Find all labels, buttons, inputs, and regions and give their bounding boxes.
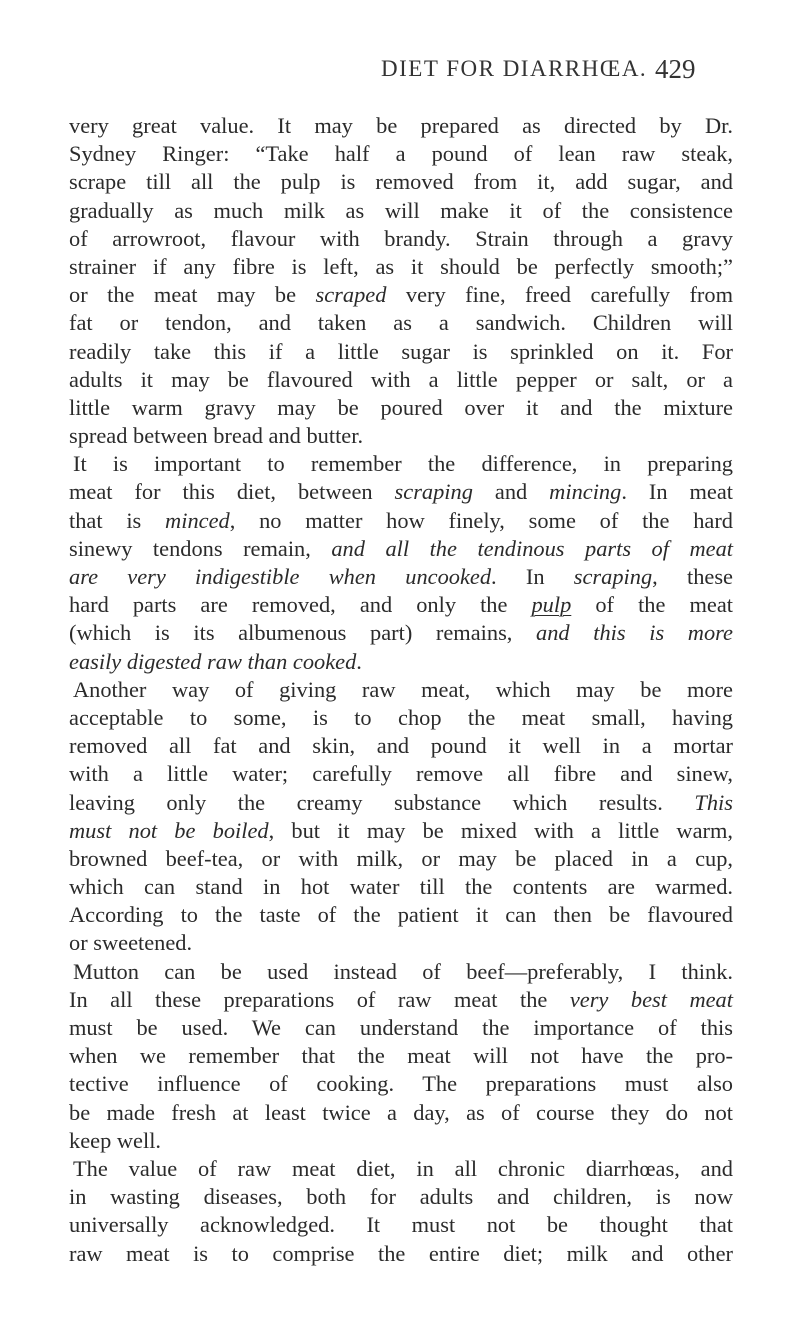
- text-line: or sweetened.: [69, 930, 193, 956]
- emphasis: scraping: [394, 479, 473, 505]
- emphasis: are very indigestible when uncooked: [69, 564, 492, 589]
- emphasis: scraped: [315, 282, 387, 308]
- emphasis: minced: [165, 507, 230, 533]
- text-line: In all these preparations of raw meat the very best meat: [69, 986, 733, 1012]
- running-head: [0, 56, 800, 96]
- text-line: meat for this diet, between scraping and mincing. In meat: [69, 479, 733, 505]
- emphasis: pulp: [531, 592, 572, 618]
- text-line: leaving only the creamy substance which results. This: [69, 789, 733, 815]
- text-line: (which is its albumenous part) remains, and this is more: [69, 620, 733, 646]
- running-title: DIET FOR DIARRHŒA.: [381, 56, 648, 81]
- text-line: or the meat may be scraped very fine, freed carefully from: [69, 282, 733, 308]
- text-line: sinewy tendons remain, and all the tendinous parts of meat: [69, 535, 733, 561]
- text-line: scrape till all the pulp is removed from it, add sugar, and: [69, 169, 733, 195]
- emphasis: and all the tendinous parts of meat: [331, 535, 733, 561]
- text-line: strainer if any fibre is left, as it should be perfectly smooth;”: [69, 253, 733, 279]
- emphasis: easily digested raw than cooked: [69, 648, 357, 674]
- text-line: of arrowroot, flavour with brandy. Strain through a gravy: [69, 225, 733, 251]
- text-line: browned beef-tea, or with milk, or may be placed in a cup,: [69, 845, 733, 871]
- text-line: The value of raw meat diet, in all chronic diarrhœas, and: [73, 1155, 733, 1181]
- text-line: with a little water; carefully remove all fibre and sinew,: [69, 761, 733, 787]
- text-line: that is minced, no matter how finely, some of the hard: [69, 507, 733, 533]
- emphasis: mincing: [549, 479, 622, 505]
- emphasis: This: [694, 789, 733, 815]
- text-line: easily digested raw than cooked.: [69, 648, 362, 674]
- text-line: must be used. We can understand the importance of this: [69, 1015, 733, 1040]
- text-line: are very indigestible when uncooked. In scraping, these: [69, 564, 734, 589]
- emphasis: must not be boiled: [69, 817, 269, 843]
- body-text: [69, 112, 733, 1268]
- text-line: which can stand in hot water till the contents are warmed.: [69, 874, 733, 900]
- text-line: acceptable to some, is to chop the meat small, having: [69, 704, 733, 730]
- text-line: gradually as much milk as will make it of the consistence: [69, 197, 733, 223]
- text-line: in wasting diseases, both for adults and children, is now: [69, 1184, 733, 1210]
- text-line: be made fresh at least twice a day, as of course they do not: [69, 1099, 733, 1125]
- page-number: 429: [655, 54, 696, 84]
- text-line: fat or tendon, and taken as a sandwich. Children will: [69, 310, 733, 336]
- text-line: raw meat is to comprise the entire diet; milk and other: [69, 1240, 733, 1266]
- emphasis: very best meat: [569, 986, 733, 1012]
- text-line: removed all fat and skin, and pound it well in a mortar: [69, 733, 733, 759]
- text-line: Sydney Ringer: “Take half a pound of lean raw steak,: [69, 141, 733, 167]
- text-line: It is important to remember the difference, in preparing: [73, 451, 733, 477]
- text-line: little warm gravy may be poured over it and the mixture: [69, 394, 733, 420]
- text-line: adults it may be flavoured with a little pepper or salt, or a: [69, 366, 733, 392]
- text-line: must not be boiled, but it may be mixed with a little warm,: [69, 817, 733, 843]
- text-line: According to the taste of the patient it can then be flavoured: [69, 902, 733, 928]
- text-line: when we remember that the meat will not have the pro-: [69, 1043, 733, 1069]
- text-line: very great value. It may be prepared as directed by Dr.: [69, 113, 733, 138]
- text-line: hard parts are removed, and only the pulp of the meat: [69, 592, 733, 618]
- text-line: keep well.: [69, 1127, 162, 1153]
- text-line: universally acknowledged. It must not be thought that: [69, 1212, 733, 1238]
- text-line: spread between bread and butter.: [69, 423, 364, 449]
- text-line: Mutton can be used instead of beef—preferably, I think.: [73, 958, 733, 984]
- emphasis: and this is more: [536, 620, 733, 646]
- text-line: Another way of giving raw meat, which may be more: [73, 676, 733, 702]
- text-line: readily take this if a little sugar is sprinkled on it. For: [69, 338, 733, 364]
- emphasis: scraping: [573, 564, 653, 589]
- text-line: tective influence of cooking. The preparations must also: [69, 1071, 733, 1097]
